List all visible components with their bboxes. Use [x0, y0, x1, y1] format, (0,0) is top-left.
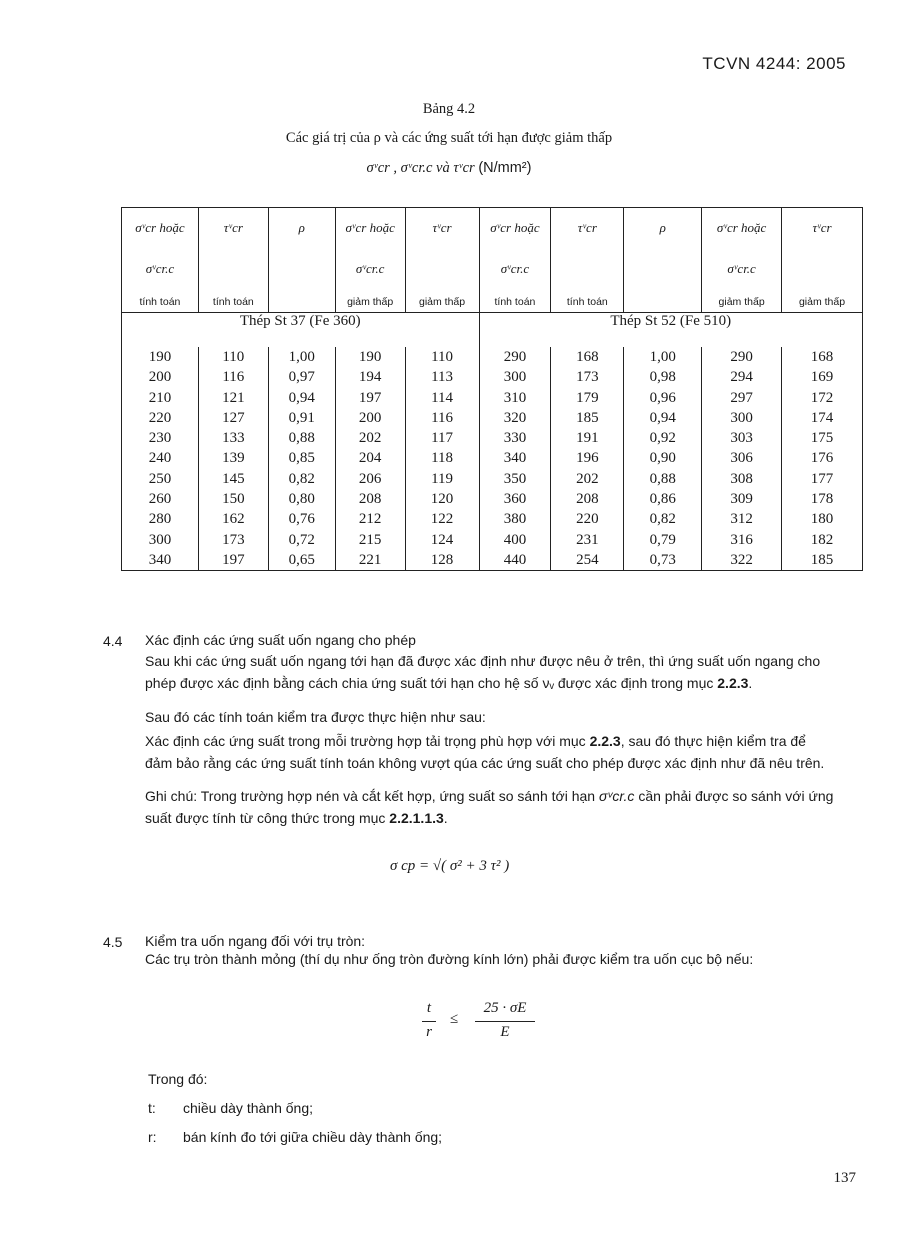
group-label-st37: Thép St 37 (Fe 360): [122, 313, 480, 348]
table-cell: 178: [810, 491, 834, 508]
definition-text: bán kính đo tới giữa chiều dày thành ống;: [183, 1129, 443, 1145]
table-cell: 380: [503, 511, 527, 528]
table-cell: 204: [358, 450, 382, 467]
value-column: [624, 347, 702, 571]
table-cell: 220: [148, 409, 172, 426]
table-cell: 280: [148, 511, 172, 528]
table-cell: 197: [358, 389, 382, 406]
table-cell: 230: [148, 430, 172, 447]
page-number: 137: [833, 1170, 856, 1186]
table-cell: 330: [503, 430, 527, 447]
table-cell: 185: [810, 551, 834, 568]
table-cell: 150: [222, 491, 245, 508]
table-cell: 202: [576, 470, 599, 487]
value-column: [335, 347, 405, 571]
table-cell: 290: [503, 349, 527, 365]
table-cell: 0,98: [649, 369, 676, 386]
table-cell: 168: [576, 349, 599, 365]
table-cell: 312: [730, 511, 753, 528]
table-cell: 197: [222, 551, 245, 568]
definition-symbol: r:: [148, 1129, 157, 1145]
table-cell: 260: [148, 491, 172, 508]
table-cell: 121: [222, 389, 245, 406]
table-cell: 176: [810, 450, 834, 467]
table-cell: 306: [730, 450, 753, 467]
stress-table: [121, 207, 863, 571]
table-cell: 120: [430, 491, 454, 508]
table-cell: 173: [222, 531, 245, 548]
table-cell: 169: [810, 369, 834, 386]
header-cell: τᵛcr tính toán: [198, 208, 268, 313]
table-cell: 212: [358, 511, 382, 528]
table-cell: 0,90: [649, 450, 676, 467]
subtitle-unit: (N/mm²): [478, 160, 532, 176]
table-cell: 1,00: [288, 349, 315, 365]
table-cell: 290: [730, 349, 753, 365]
value-column: [479, 347, 551, 571]
table-cell: 0,88: [649, 470, 676, 487]
paragraph: Các trụ tròn thành mỏng (thí dụ như ống tròn đường kính lớn) phải được kiểm tra uốn cục bộ nếu:: [145, 951, 754, 967]
table-cell: 1,00: [649, 349, 676, 365]
header-cell: τᵛcr giảm thấp: [405, 208, 479, 313]
table-cell: 0,91: [288, 409, 315, 426]
table-cell: 308: [730, 470, 753, 487]
table-subtitle: [0, 160, 898, 177]
table-cell: 110: [431, 349, 454, 365]
table-header-row: [122, 208, 863, 313]
section-number: 4.4: [103, 633, 123, 649]
table-cell: 316: [730, 531, 753, 548]
comparison-stress-formula: σ cp = √( σ² + 3 τ² ): [390, 858, 510, 874]
table-cell: 0,80: [288, 491, 315, 508]
table-cell: 190: [148, 349, 172, 365]
header-cell: ρ: [268, 208, 335, 313]
table-cell: 116: [431, 409, 454, 426]
value-column: [198, 347, 268, 571]
table-cell: 0,88: [288, 430, 315, 447]
table-cell: 309: [730, 491, 753, 508]
table-cell: 231: [576, 531, 599, 548]
table-cell: 300: [503, 369, 527, 386]
group-label-st52: Thép St 52 (Fe 510): [479, 313, 863, 348]
table-cell: 117: [431, 430, 454, 447]
section-number: 4.5: [103, 934, 123, 950]
table-cell: 0,82: [649, 511, 676, 528]
table-title: Bảng 4.2: [422, 101, 476, 117]
buckling-condition-formula: t r ≤ 25 · σE E: [420, 1000, 540, 1050]
table-cell: 116: [222, 369, 245, 386]
table-cell: 400: [503, 531, 527, 548]
table-cell: 200: [358, 409, 382, 426]
table-cell: 124: [430, 531, 454, 548]
table-cell: 220: [576, 511, 599, 528]
table-cell: 202: [358, 430, 382, 447]
paragraph: Sau khi các ứng suất uốn ngang tới hạn đã được xác định như được nêu ở trên, thì ứng suất uốn ngang cho phép được xác định bằng cách chia ứng suất tới hạn cho hệ số νᵥ được xác định trong mục 2.2.3.: [145, 653, 821, 691]
table-cell: 168: [810, 349, 834, 365]
table-cell: 172: [810, 389, 834, 406]
table-cell: 303: [730, 430, 753, 447]
table-cell: 208: [576, 491, 599, 508]
header-cell: τᵛcr giảm thấp: [782, 208, 863, 313]
table-cell: 0,73: [649, 551, 676, 568]
header-cell: σᵛcr hoặc σᵛcr.c tính toán: [479, 208, 551, 313]
section-title: Kiểm tra uốn ngang đối với trụ tròn:: [145, 933, 366, 949]
table-cell: 0,85: [288, 450, 315, 467]
table-cell: 162: [222, 511, 245, 528]
table-cell: 196: [576, 450, 599, 467]
table-cell: 208: [358, 491, 382, 508]
table-cell: 118: [431, 450, 454, 467]
table-cell: 185: [576, 409, 599, 426]
table-cell: 174: [810, 409, 834, 426]
paragraph: Sau đó các tính toán kiểm tra được thực hiện như sau:: [145, 709, 486, 725]
table-cell: 180: [810, 511, 834, 528]
definition-text: chiều dày thành ống;: [183, 1100, 313, 1116]
table-cell: 350: [503, 470, 527, 487]
table-cell: 0,86: [649, 491, 676, 508]
table-cell: 175: [810, 430, 834, 447]
header-cell: τᵛcr tính toán: [551, 208, 624, 313]
table-cell: 0,92: [649, 430, 676, 447]
table-cell: 0,94: [649, 409, 676, 426]
table-cell: 440: [503, 551, 527, 568]
definition-symbol: t:: [148, 1100, 156, 1116]
table-cell: 215: [358, 531, 382, 548]
table-cell: 0,94: [288, 389, 315, 406]
table-cell: 133: [222, 430, 245, 447]
table-caption: Các giá trị của ρ và các ứng suất tới hạn được giảm thấp: [285, 130, 613, 146]
table-cell: 139: [222, 450, 245, 467]
value-column: [782, 347, 863, 571]
table-data-row: [122, 347, 863, 571]
table-cell: 119: [431, 470, 454, 487]
steel-group-row: [122, 313, 863, 348]
table-cell: 122: [430, 511, 454, 528]
table-cell: 114: [431, 389, 454, 406]
table-cell: 250: [148, 470, 172, 487]
table-cell: 300: [148, 531, 172, 548]
table-cell: 113: [431, 369, 454, 386]
table-cell: 177: [810, 470, 834, 487]
paragraph: Xác định các ứng suất trong mỗi trường hợp tải trọng phù hợp với mục 2.2.3, sau đó thực hiện kiểm tra để đảm bảo rằng các ứng suất tính toán không vượt qúa các ứng suất cho phép được xác định như đã nêu trên.: [145, 733, 825, 771]
table-cell: 221: [358, 551, 382, 568]
table-cell: 310: [503, 389, 527, 406]
value-column: [405, 347, 479, 571]
table-cell: 145: [222, 470, 245, 487]
value-column: [268, 347, 335, 571]
header-cell: σᵛcr hoặc σᵛcr.c giảm thấp: [335, 208, 405, 313]
table-cell: 210: [148, 389, 172, 406]
table-cell: 340: [148, 551, 172, 568]
table-cell: 297: [730, 389, 753, 406]
header-cell: σᵛcr hoặc σᵛcr.c giảm thấp: [702, 208, 782, 313]
section-title: Xác định các ứng suất uốn ngang cho phép: [145, 632, 416, 648]
table-cell: 0,96: [649, 389, 676, 406]
table-cell: 179: [576, 389, 599, 406]
header-cell: σᵛcr hoặc σᵛcr.c tính toán: [122, 208, 199, 313]
table-cell: 173: [576, 369, 599, 386]
subtitle-symbols: σᵛcr , σᵛcr.c và τᵛcr: [366, 160, 475, 176]
table-cell: 294: [730, 369, 753, 386]
table-cell: 340: [503, 450, 527, 467]
table-cell: 128: [430, 551, 454, 568]
table-cell: 0,97: [288, 369, 315, 386]
value-column: [702, 347, 782, 571]
table-cell: 191: [576, 430, 599, 447]
table-cell: 110: [222, 349, 245, 365]
table-cell: 0,72: [288, 531, 315, 548]
table-cell: 0,76: [288, 511, 315, 528]
table-cell: 194: [358, 369, 382, 386]
table-cell: 0,65: [288, 551, 315, 568]
value-column: [551, 347, 624, 571]
table-cell: 0,79: [649, 531, 676, 548]
table-cell: 190: [358, 349, 382, 365]
table-cell: 322: [730, 551, 753, 568]
table-cell: 0,82: [288, 470, 315, 487]
document-code: TCVN 4244: 2005: [702, 54, 846, 73]
note: Ghi chú: Trong trường hợp nén và cắt kết hợp, ứng suất so sánh tới hạn σᵛcr.c cần phải được so sánh với ứng suất được tính từ công thức trong mục 2.2.1.1.3.: [145, 788, 834, 826]
where-label: Trong đó:: [148, 1071, 208, 1087]
value-column: [122, 347, 199, 571]
table-cell: 127: [222, 409, 245, 426]
table-cell: 320: [503, 409, 527, 426]
header-cell: ρ: [624, 208, 702, 313]
table-cell: 254: [576, 551, 599, 568]
table-cell: 182: [810, 531, 834, 548]
table-cell: 360: [503, 491, 527, 508]
table-cell: 240: [148, 450, 172, 467]
table-cell: 206: [358, 470, 382, 487]
table-cell: 200: [148, 369, 172, 386]
table-cell: 300: [730, 409, 753, 426]
